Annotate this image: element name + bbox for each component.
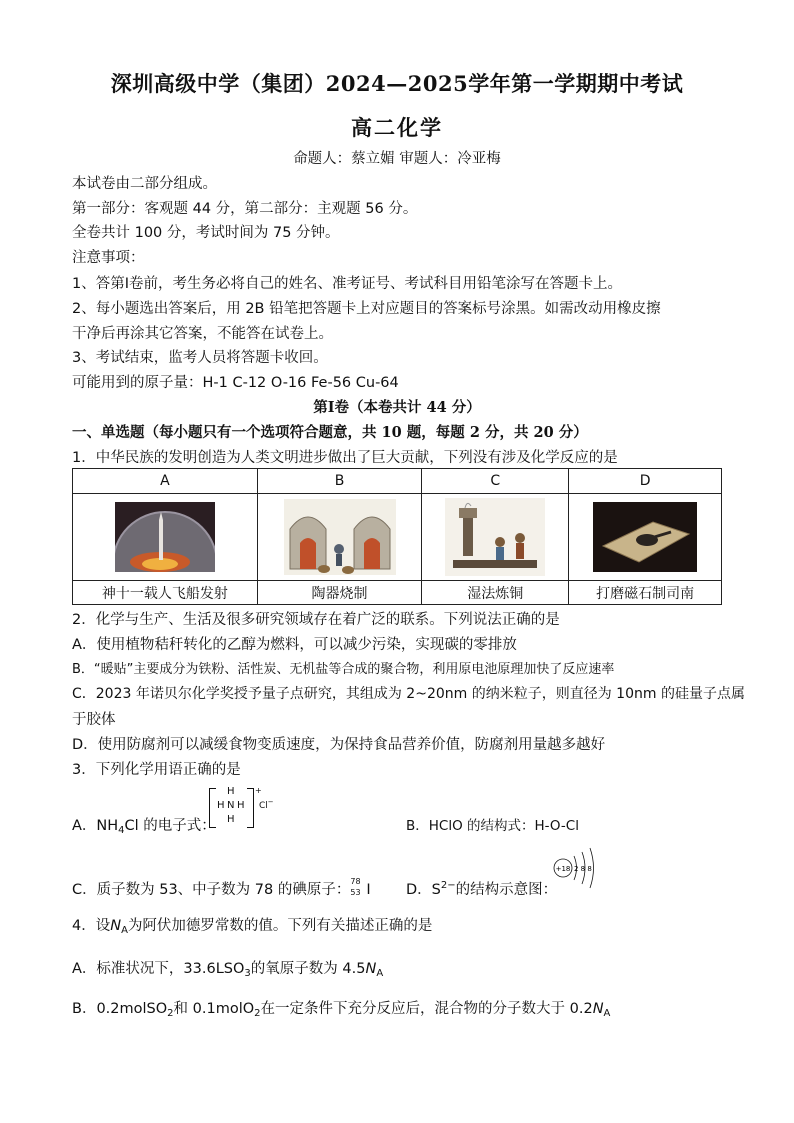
option-caption: 陶器烧制 bbox=[257, 581, 421, 605]
section-heading: 一、单选题（每小题只有一个选项符合题意，共 10 题，每题 2 分，共 20 分） bbox=[72, 424, 588, 441]
option-b: B．0.2molSO$_2$和 0.1molO$_2$在一定条件下充分反应后，混合物的分子数大于 $0.2N_A$ bbox=[72, 1001, 611, 1019]
rocket-launch-image bbox=[115, 502, 215, 572]
option-caption: 打磨磁石制司南 bbox=[569, 581, 722, 605]
note-item: 3、考试结束，监考人员将答题卡收回。 bbox=[72, 350, 328, 366]
notes-heading: 注意事项： bbox=[72, 250, 145, 266]
intro-line: 全卷共计 100 分，考试时间为 75 分钟。 bbox=[72, 225, 340, 241]
option-caption: 湿法炼铜 bbox=[422, 581, 569, 605]
note-item: 干净后再涂其它答案，不能答在试卷上。 bbox=[72, 326, 333, 342]
exam-title: 深圳高级中学（集团）2024—2025学年第一学期期中考试 bbox=[110, 71, 684, 96]
option-a: A．使用植物秸秆转化的乙醇为燃料，可以减少污染，实现碳的零排放 bbox=[72, 637, 517, 653]
option-header: D bbox=[569, 469, 722, 494]
option-c: C．2023 年诺贝尔化学奖授予量子点研究，其组成为 2~20nm 的纳米粒子，则直径为 10nm 的硅量子点属 bbox=[72, 686, 745, 702]
svg-text:+18: +18 bbox=[555, 865, 571, 873]
pottery-kiln-image bbox=[284, 499, 396, 575]
note-item: 1、答第Ⅰ卷前，考生务必将自己的姓名、准考证号、考试科目用铅笔涂写在答题卡上。 bbox=[72, 276, 622, 292]
option-c: C．质子数为 53、中子数为 78 的碘原子： 78 53 I bbox=[72, 877, 371, 898]
option-a: A．$NH_4Cl$ 的电子式： bbox=[72, 818, 216, 836]
option-d: D．$S^{2-}$的结构示意图： bbox=[406, 880, 558, 898]
option-header: A bbox=[73, 469, 258, 494]
section-title: 第Ⅰ卷（本卷共计 44 分） bbox=[313, 399, 481, 416]
electron-formula: H H N H H + Cl− bbox=[209, 786, 275, 830]
subject-title: 高二化学 bbox=[351, 115, 443, 140]
option-header: C bbox=[422, 469, 569, 494]
iodine-nuclide: 78 53 bbox=[350, 877, 361, 897]
option-header: B bbox=[257, 469, 421, 494]
intro-line: 本试卷由二部分组成。 bbox=[72, 176, 217, 192]
question-stem: 1．中华民族的发明创造为人类文明进步做出了巨大贡献，下列没有涉及化学反应的是 bbox=[72, 450, 618, 466]
question-stem: 3．下列化学用语正确的是 bbox=[72, 762, 241, 778]
option-b: B．“暖贴”主要成分为铁粉、活性炭、无机盐等合成的聚合物，利用原电池原理加快了反应速率 bbox=[72, 662, 615, 677]
option-d: D．使用防腐剂可以减缓食物变质速度，为保持食品营养价值，防腐剂用量越多越好 bbox=[72, 737, 606, 753]
atom-structure-diagram bbox=[552, 846, 600, 890]
question-stem: 4．设$N_A$为阿伏加德罗常数的值。下列有关描述正确的是 bbox=[72, 918, 433, 936]
authors-line: 命题人：蔡立媚 审题人：冷亚梅 bbox=[293, 151, 501, 167]
option-c-cont: 于胶体 bbox=[72, 712, 116, 728]
intro-line: 第一部分：客观题 44 分，第二部分：主观题 56 分。 bbox=[72, 201, 418, 217]
question-stem: 2．化学与生产、生活及很多研究领域存在着广泛的联系。下列说法正确的是 bbox=[72, 612, 560, 628]
option-a: A．标准状况下，$33.6LSO_3$的氧原子数为 $4.5N_A$ bbox=[72, 961, 384, 979]
q1-image-table bbox=[72, 468, 722, 605]
note-item: 2、每小题选出答案后，用 2B 铅笔把答题卡上对应题目的答案标号涂黑。如需改动用橡皮擦 bbox=[72, 301, 661, 317]
copper-smelting-image bbox=[445, 498, 545, 576]
option-b: B．HClO 的结构式：H-O-Cl bbox=[406, 818, 579, 834]
svg-text:2 8 8: 2 8 8 bbox=[574, 865, 592, 873]
atomic-masses: 可能用到的原子量：H-1 C-12 O-16 Fe-56 Cu-64 bbox=[72, 375, 399, 391]
compass-sinan-image bbox=[593, 502, 697, 572]
option-caption: 神十一载人飞船发射 bbox=[73, 581, 258, 605]
